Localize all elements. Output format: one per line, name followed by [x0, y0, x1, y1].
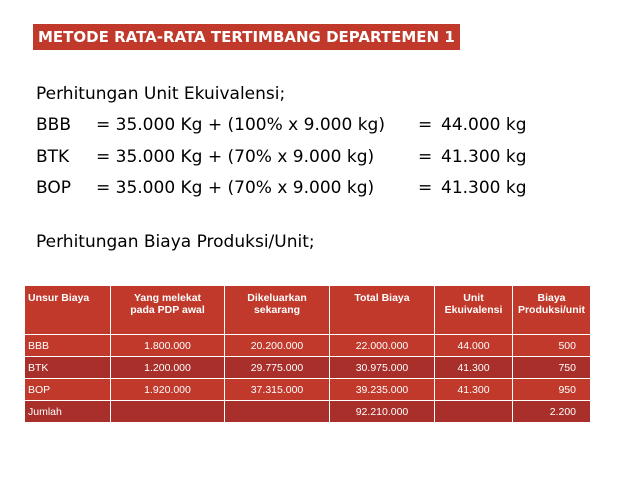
calc-label: BTK	[36, 147, 70, 167]
table-row	[25, 335, 591, 357]
table-row	[25, 357, 591, 379]
cell-unsur: BBB	[25, 335, 111, 357]
cell-unit	[435, 401, 513, 423]
header-dikeluarkan: Dikeluarkan sekarang	[225, 286, 330, 335]
table-row	[25, 379, 591, 401]
cell-melekat: 1.800.000	[111, 335, 225, 357]
cell-unsur: BTK	[25, 357, 111, 379]
calc-equals: =	[418, 115, 433, 135]
cell-total: 92.210.000	[330, 401, 435, 423]
calc-result: 41.300 kg	[441, 147, 527, 167]
header-yang-melekat: Yang melekat pada PDP awal	[111, 286, 225, 335]
table-header-row	[25, 286, 591, 335]
cell-unsur: BOP	[25, 379, 111, 401]
cell-dikeluarkan: 37.315.000	[225, 379, 330, 401]
table-row-total	[25, 401, 591, 423]
header-unsur-biaya: Unsur Biaya	[25, 286, 111, 335]
cell-dikeluarkan: 29.775.000	[225, 357, 330, 379]
cell-total: 30.975.000	[330, 357, 435, 379]
cell-biaya-unit: 2.200	[513, 401, 591, 423]
calc-formula: = 35.000 Kg + (70% x 9.000 kg)	[96, 147, 375, 167]
cell-melekat: 1.200.000	[111, 357, 225, 379]
cell-melekat	[111, 401, 225, 423]
cell-total: 22.000.000	[330, 335, 435, 357]
cost-table	[24, 285, 591, 423]
header-total-biaya: Total Biaya	[330, 286, 435, 335]
calc-label: BBB	[36, 115, 71, 135]
calc-formula: = 35.000 Kg + (70% x 9.000 kg)	[96, 178, 375, 198]
cell-biaya-unit: 950	[513, 379, 591, 401]
cell-unit: 41.300	[435, 379, 513, 401]
section-heading-unit-ekuivalensi: Perhitungan Unit Ekuivalensi;	[36, 84, 286, 104]
calc-equals: =	[418, 178, 433, 198]
cell-dikeluarkan	[225, 401, 330, 423]
cell-dikeluarkan: 20.200.000	[225, 335, 330, 357]
calc-equals: =	[418, 147, 433, 167]
cell-unsur: Jumlah	[25, 401, 111, 423]
cell-total: 39.235.000	[330, 379, 435, 401]
calc-formula: = 35.000 Kg + (100% x 9.000 kg)	[96, 115, 385, 135]
calc-result: 44.000 kg	[441, 115, 527, 135]
page-title: METODE RATA-RATA TERTIMBANG DEPARTEMEN 1	[33, 24, 460, 50]
calc-label: BOP	[36, 178, 71, 198]
cell-melekat: 1.920.000	[111, 379, 225, 401]
calc-result: 41.300 kg	[441, 178, 527, 198]
header-unit-ekuivalensi: Unit Ekuivalensi	[435, 286, 513, 335]
section-heading-biaya-produksi: Perhitungan Biaya Produksi/Unit;	[36, 232, 315, 252]
header-biaya-produksi-unit: Biaya Produksi/unit	[513, 286, 591, 335]
cell-biaya-unit: 500	[513, 335, 591, 357]
cell-biaya-unit: 750	[513, 357, 591, 379]
cell-unit: 44.000	[435, 335, 513, 357]
cell-unit: 41.300	[435, 357, 513, 379]
